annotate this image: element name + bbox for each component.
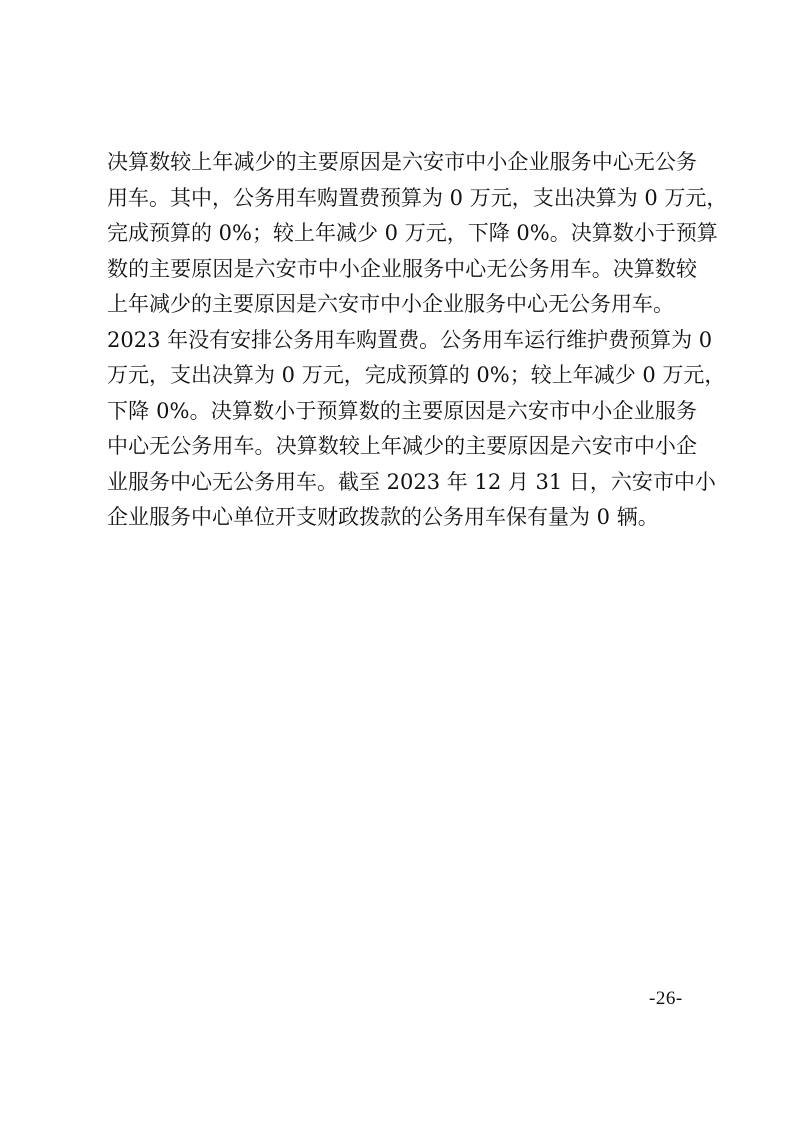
paragraph-line: 决算数较上年减少的主要原因是六安市中小企业服务中心无公务 [107, 150, 697, 174]
paragraph-line: 2023 年没有安排公务用车购置费。公务用车运行维护费预算为 0 [107, 327, 713, 352]
paragraph-line: 万元，支出决算为 0 万元，完成预算的 0%；较上年减少 0 万元， [107, 363, 726, 387]
page-number: -26- [649, 988, 683, 1009]
paragraph-line: 业服务中心无公务用车。截至 2023 年 12 月 31 日，六安市中小 [107, 469, 716, 494]
paragraph-line: 企业服务中心单位开支财政拨款的公务用车保有量为 0 辆。 [107, 505, 659, 529]
paragraph-line: 上年减少的主要原因是六安市中小企业服务中心无公务用车。 [107, 292, 674, 316]
paragraph-line: 数的主要原因是六安市中小企业服务中心无公务用车。决算数较 [107, 256, 697, 281]
paragraph-line: 完成预算的 0%；较上年减少 0 万元，下降 0%。决算数小于预算 [107, 221, 718, 245]
paragraph-line: 用车。其中，公务用车购置费预算为 0 万元，支出决算为 0 万元， [107, 185, 728, 210]
paragraph-line: 中心无公务用车。决算数较上年减少的主要原因是六安市中小企 [107, 434, 697, 458]
body-paragraph [107, 145, 728, 536]
paragraph-line: 下降 0%。决算数小于预算数的主要原因是六安市中小企业服务 [107, 398, 697, 423]
